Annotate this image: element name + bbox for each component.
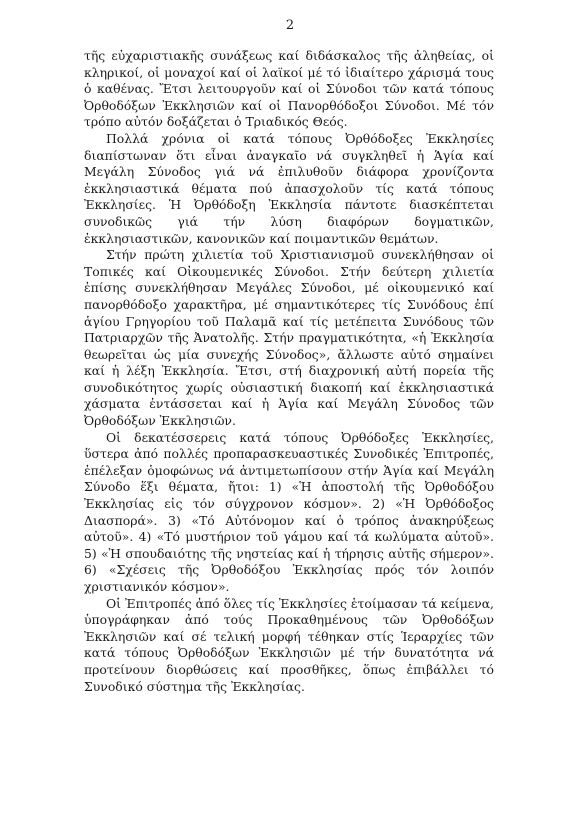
paragraph: Οἱ Ἐπιτροπές ἀπό ὅλες τίς Ἐκκλησίες ἑτοίμασαν τά κείμενα, ὑπογράφηκαν ἀπό τούς Προκαθημένους τῶν Ὀρθοδόξων Ἐκκλησιῶν καί σέ τελική μορφή τέθηκαν στίς Ἱεραρχίες τῶν κατά τόπους Ὀρθοδόξων Ἐκκλησιῶν μέ τήν δυνατότητα νά προτείνουν διορθώσεις καί προσθῆκες, ὅπως ἐπιβάλλει τό Συνοδικό σύστημα τῆς Ἐκκλησίας. — [84, 595, 494, 694]
paragraph: Στήν πρώτη χιλιετία τοῦ Χριστιανισμοῦ συνεκλήθησαν οἱ Τοπικές καί Οἰκουμενικές Σύνοδοι. Στήν δεύτερη χιλιετία ἐπίσης συνεκλήθησαν Μεγάλες Σύνοδοι, μέ οἰκουμενικό καί πανορθόδοξο χαρακτῆρα, μέ σημαντικότερες τίς Συνόδους ἐπί ἁγίου Γρηγορίου τοῦ Παλαμᾶ καί τίς μετέπειτα Συνόδους τῶν Πατριαρχῶν τῆς Ἀνατολῆς. Στήν πραγματικότητα, «ἡ Ἐκκλησία θεωρεῖται ὡς μία συνεχής Σύνοδος», ἄλλωστε αὐτό σημαίνει καί ἡ λέξη Ἐκκλησία. Ἔτσι, στή διαχρονική αὐτή πορεία τῆς συνοδικότητος χωρίς οὐσιαστική διακοπή καί ἐκκλησιαστικά χάσματα ἐντάσσεται καί ἡ Ἁγία καί Μεγάλη Σύνοδος τῶν Ὀρθοδόξων Ἐκκλησιῶν. — [84, 247, 494, 429]
paragraph: Οἱ δεκατέσσερεις κατά τόπους Ὀρθόδοξες Ἐκκλησίες, ὕστερα ἀπό πολλές προπαρασκευαστικές Συνοδικές Ἐπιτροπές, ἐπέλεξαν ὁμοφώνως νά ἀντιμετωπίσουν στήν Ἁγία καί Μεγάλη Σύνοδο ἕξι θέματα, ἤτοι: 1) «Ἡ ἀποστολή τῆς Ὀρθοδόξου Ἐκκλησίας εἰς τόν σύγχρονον κόσμον». 2) «Ἡ Ὀρθόδοξος Διασπορά». 3) «Τό Αὐτόνομον καί ὁ τρόπος ἀνακηρύξεως αὐτοῦ». 4) «Τό μυστήριον τοῦ γάμου καί τά κωλύματα αὐτοῦ». 5) «Ἡ σπουδαιότης τῆς νηστείας καί ἡ τήρησις αὐτῆς σήμερον». 6) «Σχέσεις τῆς Ὀρθοδόξου Ἐκκλησίας πρός τόν λοιπόν χριστιανικόν κόσμον». — [84, 429, 494, 594]
body-text — [84, 48, 494, 695]
page-number: 2 — [285, 18, 295, 33]
paragraph-continuation: τῆς εὐχαριστιακῆς συνάξεως καί διδάσκαλος τῆς ἀληθείας, οἱ κληρικοί, οἱ μοναχοί καί οἱ λαϊκοί μέ τό ἰδιαίτερο χάρισμά τους ὁ καθένας. Ἔτσι λειτουργοῦν καί οἱ Σύνοδοι τῶν κατά τόπους Ὀρθοδόξων Ἐκκλησιῶν καί οἱ Πανορθόδοξοι Σύνοδοι. Μέ τόν τρόπο αὐτόν δοξάζεται ὁ Τριαδικός Θεός. — [84, 48, 494, 130]
paragraph: Πολλά χρόνια οἱ κατά τόπους Ὀρθόδοξες Ἐκκλησίες διαπίστωναν ὅτι εἶναι ἀναγκαῖο νά συγκληθεῖ ἡ Ἁγία καί Μεγάλη Σύνοδος γιά νά ἐπιλυθοῦν διάφορα χρονίζοντα ἐκκλησιαστικά θέματα πού ἀπασχολοῦν τίς κατά τόπους Ἐκκλησίες. Ἡ Ὀρθόδοξη Ἐκκλησία πάντοτε διασκέπτεται συνοδικῶς γιά τήν λύση διαφόρων δογματικῶν, ἐκκλησιαστικῶν, κανονικῶν καί ποιμαντικῶν θεμάτων. — [84, 130, 494, 246]
